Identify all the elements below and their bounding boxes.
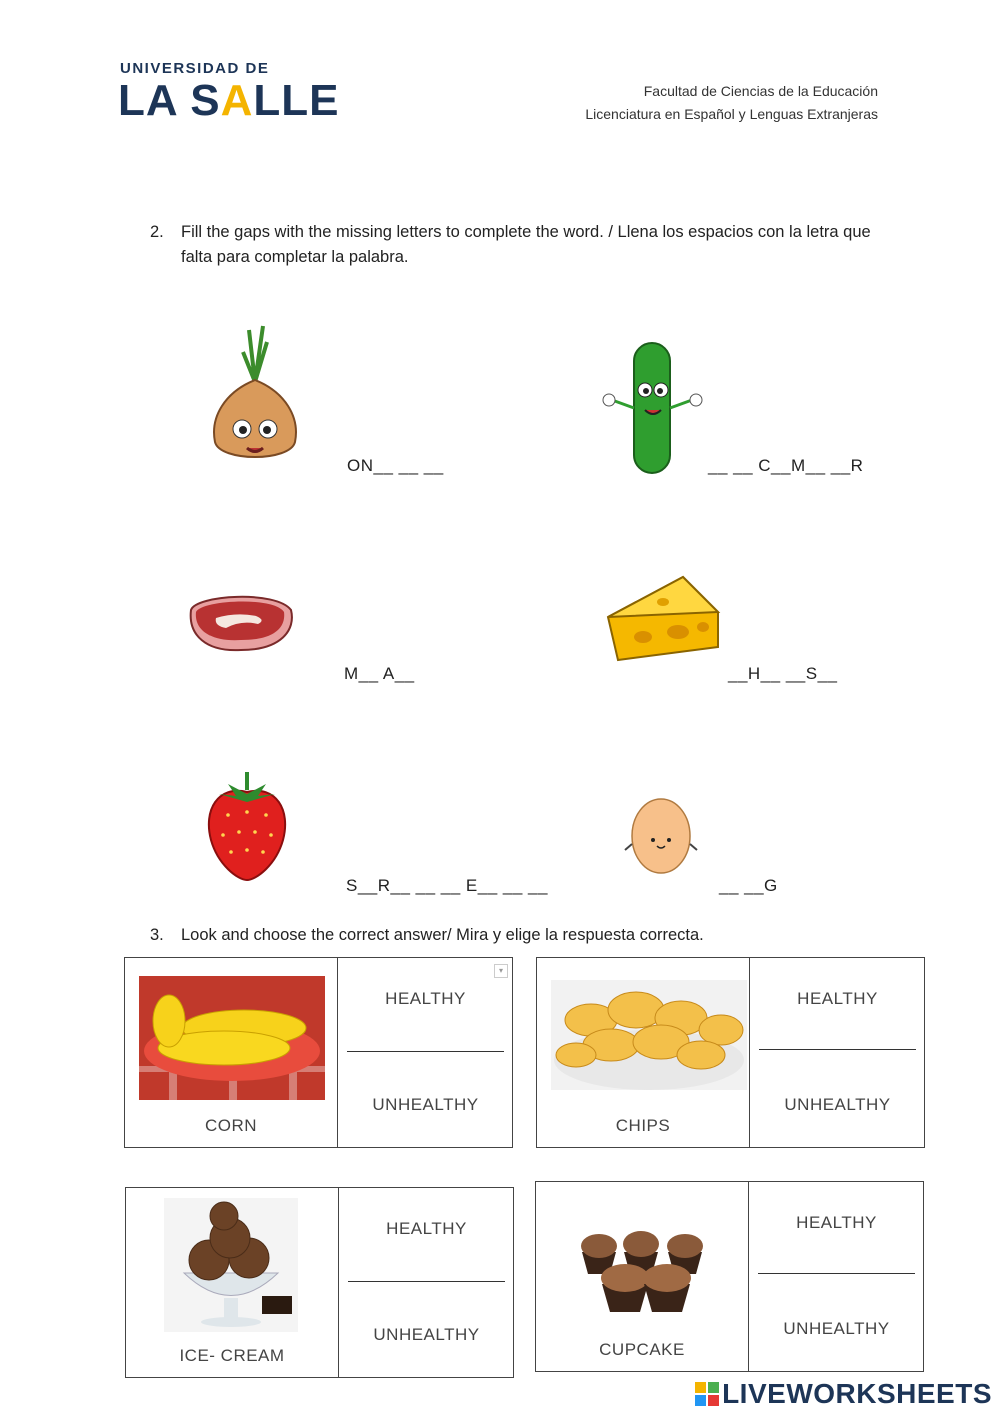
logo-accent-letter: A [220, 76, 254, 125]
faculty-name: Facultad de Ciencias de la Educación [643, 83, 878, 99]
question-number: 3. [150, 926, 164, 944]
strawberry-icon [203, 770, 291, 882]
food-cell [126, 1188, 339, 1377]
corn-photo [139, 976, 325, 1100]
option-unhealthy[interactable]: UNHEALTHY [784, 1095, 891, 1114]
options-cell[interactable] [339, 958, 512, 1147]
answer-line[interactable] [348, 1281, 505, 1282]
word-cheese: __H__ __S__ [728, 664, 838, 683]
option-healthy[interactable]: HEALTHY [797, 989, 878, 1008]
word-strawberry: S__R__ __ __ E__ __ __ [346, 876, 548, 895]
program-name: Licenciatura en Español y Lenguas Extranjeras [585, 106, 878, 122]
food-label: ICE- CREAM [179, 1346, 285, 1365]
options-cell[interactable] [751, 958, 924, 1147]
cucumber-icon [597, 338, 709, 478]
answer-line[interactable] [347, 1051, 504, 1052]
liveworksheets-icon [695, 1382, 719, 1406]
answer-card-corn [124, 957, 513, 1148]
answer-card-cupcake [535, 1181, 924, 1372]
question-3 [150, 923, 880, 948]
option-unhealthy[interactable]: UNHEALTHY [783, 1319, 890, 1338]
logo-part-1: LA S [118, 76, 221, 125]
university-logo [118, 76, 339, 126]
option-healthy[interactable]: HEALTHY [386, 1219, 467, 1238]
ice-cream-photo [164, 1198, 298, 1332]
option-healthy[interactable]: HEALTHY [796, 1213, 877, 1232]
onion-icon [205, 322, 305, 472]
option-unhealthy[interactable]: UNHEALTHY [373, 1325, 480, 1344]
food-label: CORN [204, 1116, 258, 1135]
options-cell[interactable] [340, 1188, 513, 1377]
cupcake-photo [574, 1222, 712, 1314]
egg-icon [622, 794, 700, 878]
food-label: CUPCAKE [599, 1340, 685, 1359]
cheese-icon [603, 572, 725, 664]
answer-line[interactable] [758, 1273, 915, 1274]
answer-card-ice-cream [125, 1187, 514, 1378]
question-2 [150, 220, 880, 270]
dropdown-toggle-icon[interactable]: ▾ [494, 964, 508, 978]
question-text: Look and choose the correct answer/ Mira y elige la respuesta correcta. [181, 926, 704, 944]
word-onion: ON__ __ __ [347, 456, 444, 475]
liveworksheets-logo [695, 1378, 992, 1410]
answer-line[interactable] [759, 1049, 916, 1050]
faculty-info [585, 80, 878, 126]
brand-text: LIVEWORKSHEETS [722, 1378, 992, 1409]
question-number: 2. [150, 223, 164, 241]
answer-card-chips [536, 957, 925, 1148]
word-meat: M__ A__ [344, 664, 415, 683]
option-unhealthy[interactable]: UNHEALTHY [372, 1095, 479, 1114]
option-healthy[interactable]: HEALTHY [385, 989, 466, 1008]
logo-part-2: LLE [253, 76, 340, 125]
university-logo-top: UNIVERSIDAD DE [120, 60, 270, 77]
food-cell [537, 958, 750, 1147]
chips-photo [551, 980, 747, 1090]
food-cell [125, 958, 338, 1147]
food-label: CHIPS [615, 1116, 671, 1135]
options-cell[interactable] [750, 1182, 923, 1371]
word-egg: __ __G [719, 876, 778, 895]
meat-icon [186, 590, 296, 658]
question-text: Fill the gaps with the missing letters to complete the word. / Llena los espacios con la letra que falta para completar la palabra. [181, 223, 871, 266]
word-cucumber: __ __ C__M__ __R [708, 456, 864, 475]
food-cell [536, 1182, 749, 1371]
